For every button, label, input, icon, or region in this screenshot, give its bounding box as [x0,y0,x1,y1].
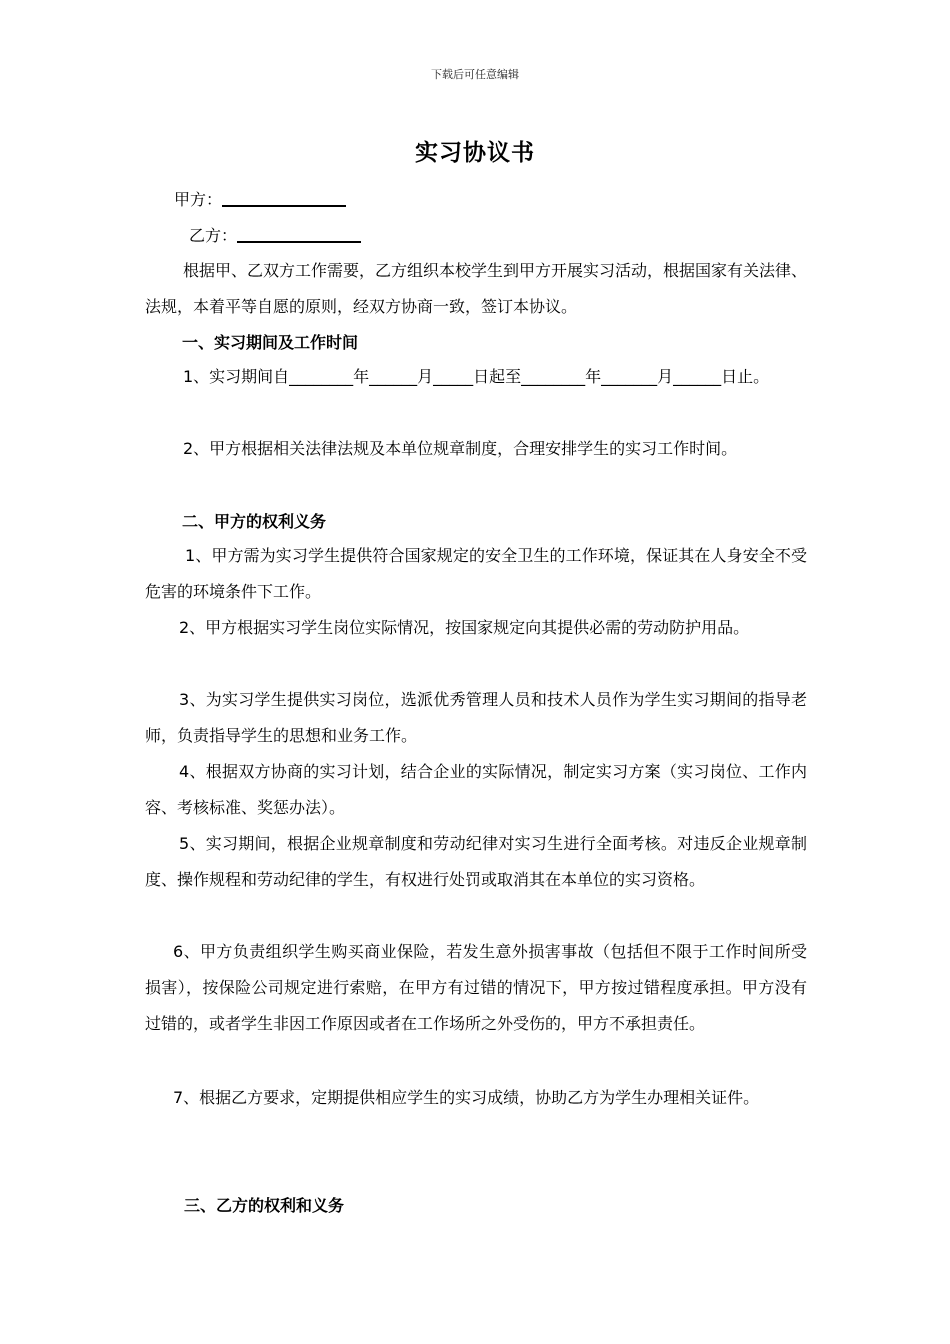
section2-item6: 6、甲方负责组织学生购买商业保险，若发生意外损害事故（包括但不限于工作时间所受损害），按保险公司规定进行索赔，在甲方有过错的情况下，甲方按过错程度承担。甲方没有过错的，或者学生非因工作原因或者在工作场所之外受伤的，甲方不承担责任。 [145,942,807,1033]
section1-heading: 一、实习期间及工作时间 [182,333,359,352]
document-title: 实习协议书 [415,140,535,166]
party-b-line [189,225,361,247]
section3-heading: 三、乙方的权利和义务 [184,1196,345,1215]
section2-item7: 7、根据乙方要求，定期提供相应学生的实习成绩，协助乙方为学生办理相关证件。 [173,1088,760,1107]
header-note: 下载后可任意编辑 [431,68,519,81]
party-a-blank [222,189,346,207]
section1-item1: 1、实习期间自________年______月_____日起至________年_______月______日止。 [183,367,770,386]
section2-item5: 5、实习期间，根据企业规章制度和劳动纪律对实习生进行全面考核。对违反企业规章制度、操作规程和劳动纪律的学生，有权进行处罚或取消其在本单位的实习资格。 [145,834,807,889]
section2-item2: 2、甲方根据实习学生岗位实际情况，按国家规定向其提供必需的劳动防护用品。 [179,618,750,637]
section2-heading: 二、甲方的权利义务 [182,512,327,531]
section1-item2: 2、甲方根据相关法律法规及本单位规章制度，合理安排学生的实习工作时间。 [183,439,738,458]
party-a-label: 甲方： [174,190,223,209]
party-b-blank [237,225,361,243]
section2-item4: 4、根据双方协商的实习计划，结合企业的实际情况，制定实习方案（实习岗位、工作内容、考核标准、奖惩办法）。 [145,762,807,817]
party-b-label: 乙方： [189,226,238,245]
party-a-line [174,189,346,211]
intro-paragraph: 根据甲、乙双方工作需要，乙方组织本校学生到甲方开展实习活动，根据国家有关法律、法规，本着平等自愿的原则，经双方协商一致，签订本协议。 [145,261,808,316]
section2-item1: 1、甲方需为实习学生提供符合国家规定的安全卫生的工作环境，保证其在人身安全不受危害的环境条件下工作。 [145,546,807,601]
section2-item3: 3、为实习学生提供实习岗位，选派优秀管理人员和技术人员作为学生实习期间的指导老师，负责指导学生的思想和业务工作。 [145,690,807,745]
